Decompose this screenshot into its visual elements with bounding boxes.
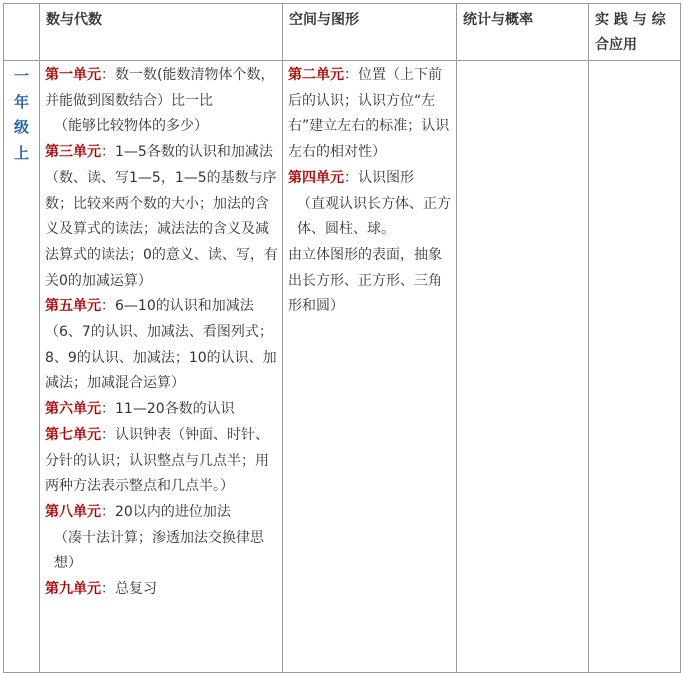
algebra-entry: 第九单元：总复习 bbox=[45, 581, 157, 598]
algebra-entry: 第三单元：1—5各数的认识和加减法（数、读、写1—5，1—5的基数与序数；比较来两个数的大小；加法的含义及算式的读法；减法法的含义及减法算式的读法；0的意义、读、写，有关0的加减运算） bbox=[45, 144, 278, 289]
header-grade bbox=[4, 4, 40, 61]
grade-char: 一 bbox=[13, 67, 29, 85]
algebra-entry: 第八单元：20以内的进位加法 bbox=[45, 503, 231, 520]
header-algebra: 数与代数 bbox=[40, 4, 283, 61]
algebra-entry-note: （能够比较物体的多少） bbox=[54, 118, 208, 135]
grade-char: 年 bbox=[13, 92, 29, 111]
header-row bbox=[4, 4, 681, 61]
algebra-entry: 第五单元：6—10的认识和加减法（6、7的认识、加减法、看图列式；8、9的认识、加减法；10的认识、加减法；加减混合运算） bbox=[45, 298, 277, 392]
geometry-cell bbox=[283, 61, 457, 673]
algebra-entry: 第七单元：认识钟表（钟面、时针、分针的认识；认识整点与几点半；用两种方法表示整点和几点半。） bbox=[45, 426, 269, 495]
geometry-entry: 第二单元：位置（上下前后的认识；认识方位“左右”建立左右的标准；认识左右的相对性） bbox=[288, 67, 450, 161]
algebra-entry: 第六单元：11—20各数的认识 bbox=[45, 401, 235, 418]
algebra-entry-note: （凑十法计算；渗透加法交换律思想） bbox=[54, 529, 264, 572]
geometry-entry: 第四单元：认识图形 bbox=[288, 169, 414, 186]
grade-row bbox=[4, 61, 681, 673]
curriculum-table bbox=[3, 3, 681, 673]
geometry-entry-note: （直观认识长方体、正方体、圆柱、球。 bbox=[297, 195, 451, 238]
geometry-entry: 由立体图形的表面，抽象出长方形、正方形、三角形和圆） bbox=[288, 246, 442, 315]
algebra-cell bbox=[40, 61, 283, 673]
practice-cell bbox=[589, 61, 681, 673]
algebra-entry: 第一单元：数一数(能数清物体个数，并能做到图数结合）比一比 bbox=[45, 67, 275, 109]
header-statistics: 统计与概率 bbox=[457, 4, 589, 61]
grade-char: 上 bbox=[13, 144, 29, 163]
grade-char: 级 bbox=[13, 118, 29, 137]
statistics-cell bbox=[457, 61, 589, 673]
grade-cell bbox=[4, 61, 40, 673]
header-practice: 实 践 与 综 合应用 bbox=[589, 4, 681, 61]
header-geometry: 空间与图形 bbox=[283, 4, 457, 61]
